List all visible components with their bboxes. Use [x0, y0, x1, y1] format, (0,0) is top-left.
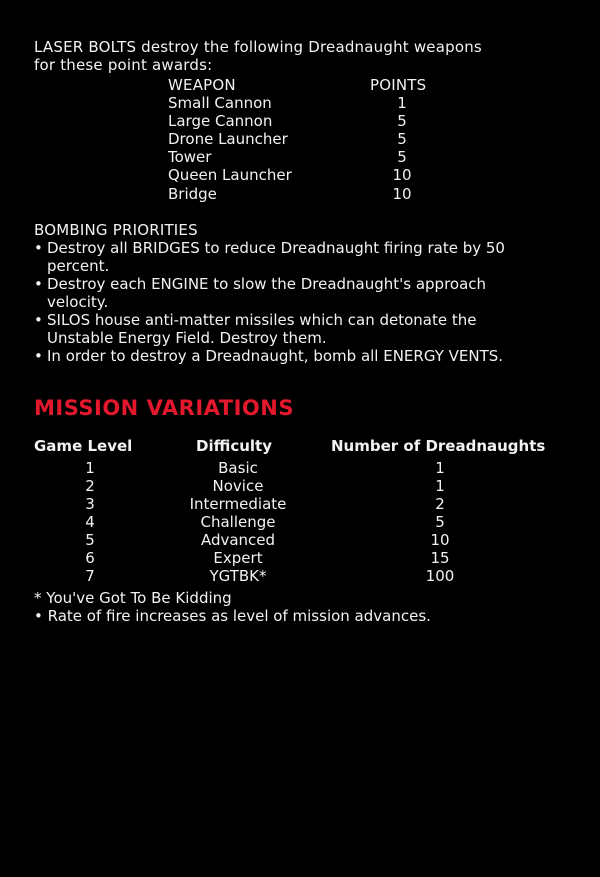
list-item-line: Destroy all BRIDGES to reduce Dreadnaught firing rate by 50: [47, 239, 505, 257]
dreadnaught-count: 100: [425, 567, 455, 585]
weapon-points: 5: [397, 112, 407, 130]
difficulty: Basic: [218, 459, 258, 477]
table-row: [0, 513, 600, 531]
weapon-name: Large Cannon: [168, 112, 273, 130]
game-level: 3: [85, 495, 95, 513]
weapon-name: Bridge: [168, 185, 217, 203]
difficulty: YGTBK*: [209, 567, 267, 585]
game-level: 2: [85, 477, 95, 495]
table-row: [0, 459, 600, 477]
table-row: [0, 567, 600, 585]
dreadnaught-count: 15: [430, 549, 450, 567]
difficulty: Challenge: [200, 513, 276, 531]
dreadnaught-count-header: Number of Dreadnaughts: [331, 437, 546, 455]
table-row: [0, 495, 600, 513]
weapon-points: 10: [392, 166, 412, 184]
list-item: [34, 311, 579, 347]
rate-of-fire-note: • Rate of fire increases as level of mission advances.: [34, 607, 431, 625]
difficulty: Intermediate: [189, 495, 287, 513]
difficulty: Expert: [213, 549, 263, 567]
game-level-header: Game Level: [34, 437, 133, 455]
game-level: 6: [85, 549, 95, 567]
list-item: [34, 347, 579, 365]
table-row: [0, 477, 600, 495]
bombing-priorities-list: [34, 239, 579, 365]
weapon-name: Drone Launcher: [168, 130, 288, 148]
game-level: 5: [85, 531, 95, 549]
table-row: [0, 531, 600, 549]
list-item-line: velocity.: [47, 293, 109, 311]
bullet-icon: •: [34, 311, 43, 329]
difficulty: Advanced: [200, 531, 276, 549]
weapon-points: 5: [397, 130, 407, 148]
weapon-name: Small Cannon: [168, 94, 272, 112]
bombing-priorities-title: BOMBING PRIORITIES: [34, 221, 198, 239]
game-level: 4: [85, 513, 95, 531]
list-item-line: Unstable Energy Field. Destroy them.: [47, 329, 327, 347]
list-item: [34, 275, 579, 311]
mission-variations-title: MISSION VARIATIONS: [34, 396, 294, 420]
intro-text: [34, 38, 482, 74]
difficulty: Novice: [212, 477, 264, 495]
dreadnaught-count: 10: [430, 531, 450, 549]
weapon-name: Queen Launcher: [168, 166, 292, 184]
game-level: 7: [85, 567, 95, 585]
dreadnaught-count: 1: [435, 477, 445, 495]
footnote: * You've Got To Be Kidding: [34, 589, 232, 607]
dreadnaught-count: 5: [435, 513, 445, 531]
bullet-icon: •: [34, 275, 43, 293]
weapon-name: Tower: [168, 148, 212, 166]
list-item-line: percent.: [47, 257, 110, 275]
weapon-points: 10: [392, 185, 412, 203]
dreadnaught-count: 2: [435, 495, 445, 513]
list-item: [34, 239, 579, 275]
intro-line-2: for these point awards:: [34, 56, 213, 74]
list-item-line: Destroy each ENGINE to slow the Dreadnaught's approach: [47, 275, 487, 293]
list-item-line: SILOS house anti-matter missiles which can detonate the: [47, 311, 477, 329]
table-row: [0, 549, 600, 567]
bullet-icon: •: [34, 347, 43, 365]
game-level: 1: [85, 459, 95, 477]
weapon-column-header: WEAPON: [168, 76, 236, 94]
dreadnaught-count: 1: [435, 459, 445, 477]
points-column-header: POINTS: [370, 76, 427, 94]
weapon-points: 1: [397, 94, 407, 112]
difficulty-header: Difficulty: [196, 437, 272, 455]
intro-line-1: LASER BOLTS destroy the following Dreadnaught weapons: [34, 38, 482, 56]
list-item-line: In order to destroy a Dreadnaught, bomb all ENERGY VENTS.: [47, 347, 504, 365]
weapon-points: 5: [397, 148, 407, 166]
bullet-icon: •: [34, 239, 43, 257]
